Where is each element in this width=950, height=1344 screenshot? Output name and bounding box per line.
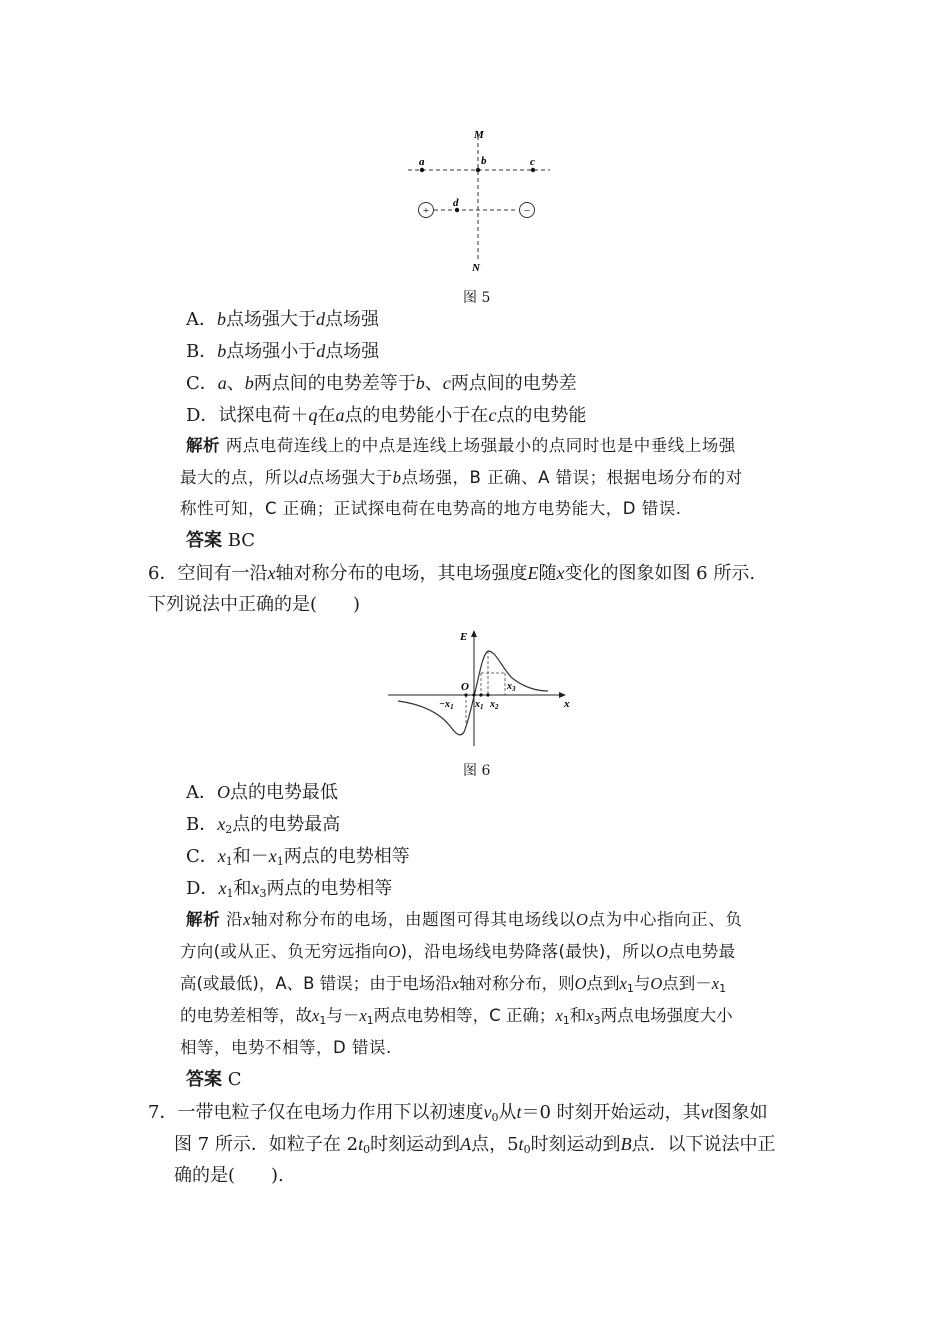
q5-option-c: C．a、b两点间的电势差等于b、c两点间的电势差 [186, 373, 577, 394]
figure-6 [380, 626, 580, 754]
figure-5 [400, 122, 560, 282]
label-N: N [472, 262, 480, 274]
q6-analysis-line-3: 高(或最低)，A、B 错误；由于电场沿x轴对称分布，则O点到$x_1$与O点到$-x_1$ [180, 974, 727, 995]
q5-analysis-line-1: 解析 两点电荷连线上的中点是连线上场强最小的点同时也是中垂线上场强 [186, 436, 736, 455]
q7-stem-line-3: 确的是( ). [174, 1165, 284, 1186]
q6-answer: 答案 C [186, 1069, 242, 1090]
label-x3: $x_3$ [507, 681, 516, 693]
q6-option-b: B．$x_2$点的电势最高 [186, 814, 341, 836]
label-d: d [453, 197, 459, 209]
q6-option-c: C．$x_1$和$-x_1$两点的电势相等 [186, 846, 410, 868]
label-M: M [474, 129, 484, 141]
label-plus: + [422, 205, 430, 217]
q6-stem-line-1: 6．空间有一沿x轴对称分布的电场，其电场强度E随x变化的图象如图 6 所示. [148, 563, 756, 584]
field-curve [398, 651, 548, 735]
label-neg-x1: $-x_1$ [439, 699, 454, 711]
tick-x1 [479, 693, 482, 696]
q5-option-a: A．b点场强大于d点场强 [186, 309, 379, 330]
label-x2: $x_2$ [490, 699, 499, 711]
figure-6-caption: 图 6 [463, 763, 491, 779]
q6-stem-line-2: 下列说法中正确的是( ) [148, 594, 361, 615]
q6-analysis-line-4: 的电势差相等，故$x_1$与$-x_1$两点电势相等，C 正确；$x_1$和$x_3$两点电场强度大小 [180, 1006, 733, 1027]
q5-option-d: D．试探电荷＋q在a点的电势能小于在c点的电势能 [186, 405, 587, 426]
tick-neg-x1 [464, 693, 467, 696]
label-a: a [419, 156, 425, 168]
label-b: b [481, 155, 487, 167]
label-x-axis: x [564, 698, 570, 710]
q6-analysis-line-2: 方向(或从正、负无穷远指向O)，沿电场线电势降落(最快)，所以O点电势最 [180, 942, 736, 961]
q6-analysis-line-1: 解析 沿x轴对称分布的电场，由题图可得其电场线以O点为中心指向正、负 [186, 910, 743, 929]
label-O: O [461, 681, 469, 693]
point-a [420, 168, 424, 172]
q6-option-a: A．O点的电势最低 [186, 782, 338, 803]
q7-stem-line-2: 图 7 所示．如粒子在 $2t_0$时刻运动到A点，$5t_0$时刻运动到B点．以下说法中正 [174, 1134, 776, 1156]
tick-x2 [486, 693, 489, 696]
tick-origin [472, 693, 475, 696]
q6-analysis-line-5: 相等，电势不相等，D 错误. [180, 1038, 392, 1057]
label-c: c [530, 156, 535, 168]
q5-analysis-line-2: 最大的点，所以d点场强大于b点场强，B 正确、A 错误；根据电场分布的对 [180, 468, 743, 487]
q7-stem-line-1: 7．一带电粒子仅在电场力作用下以初速度$v_0$从t＝0 时刻开始运动，其vt图象如 [148, 1102, 768, 1124]
label-x1: $x_1$ [475, 699, 484, 711]
q5-analysis-line-3: 称性可知，C 正确；正试探电荷在电势高的地方电势能大，D 错误. [180, 499, 682, 518]
q5-option-b: B．b点场强小于d点场强 [186, 341, 380, 362]
label-E: E [460, 631, 468, 643]
figure-5-caption: 图 5 [463, 290, 491, 306]
e-axis-arrow [471, 630, 477, 637]
point-c [531, 168, 535, 172]
q6-option-d: D．$x_1$和$x_3$两点的电势相等 [186, 878, 393, 900]
q5-answer: 答案 BC [186, 530, 256, 551]
point-b [476, 168, 480, 172]
label-minus: − [523, 205, 531, 217]
